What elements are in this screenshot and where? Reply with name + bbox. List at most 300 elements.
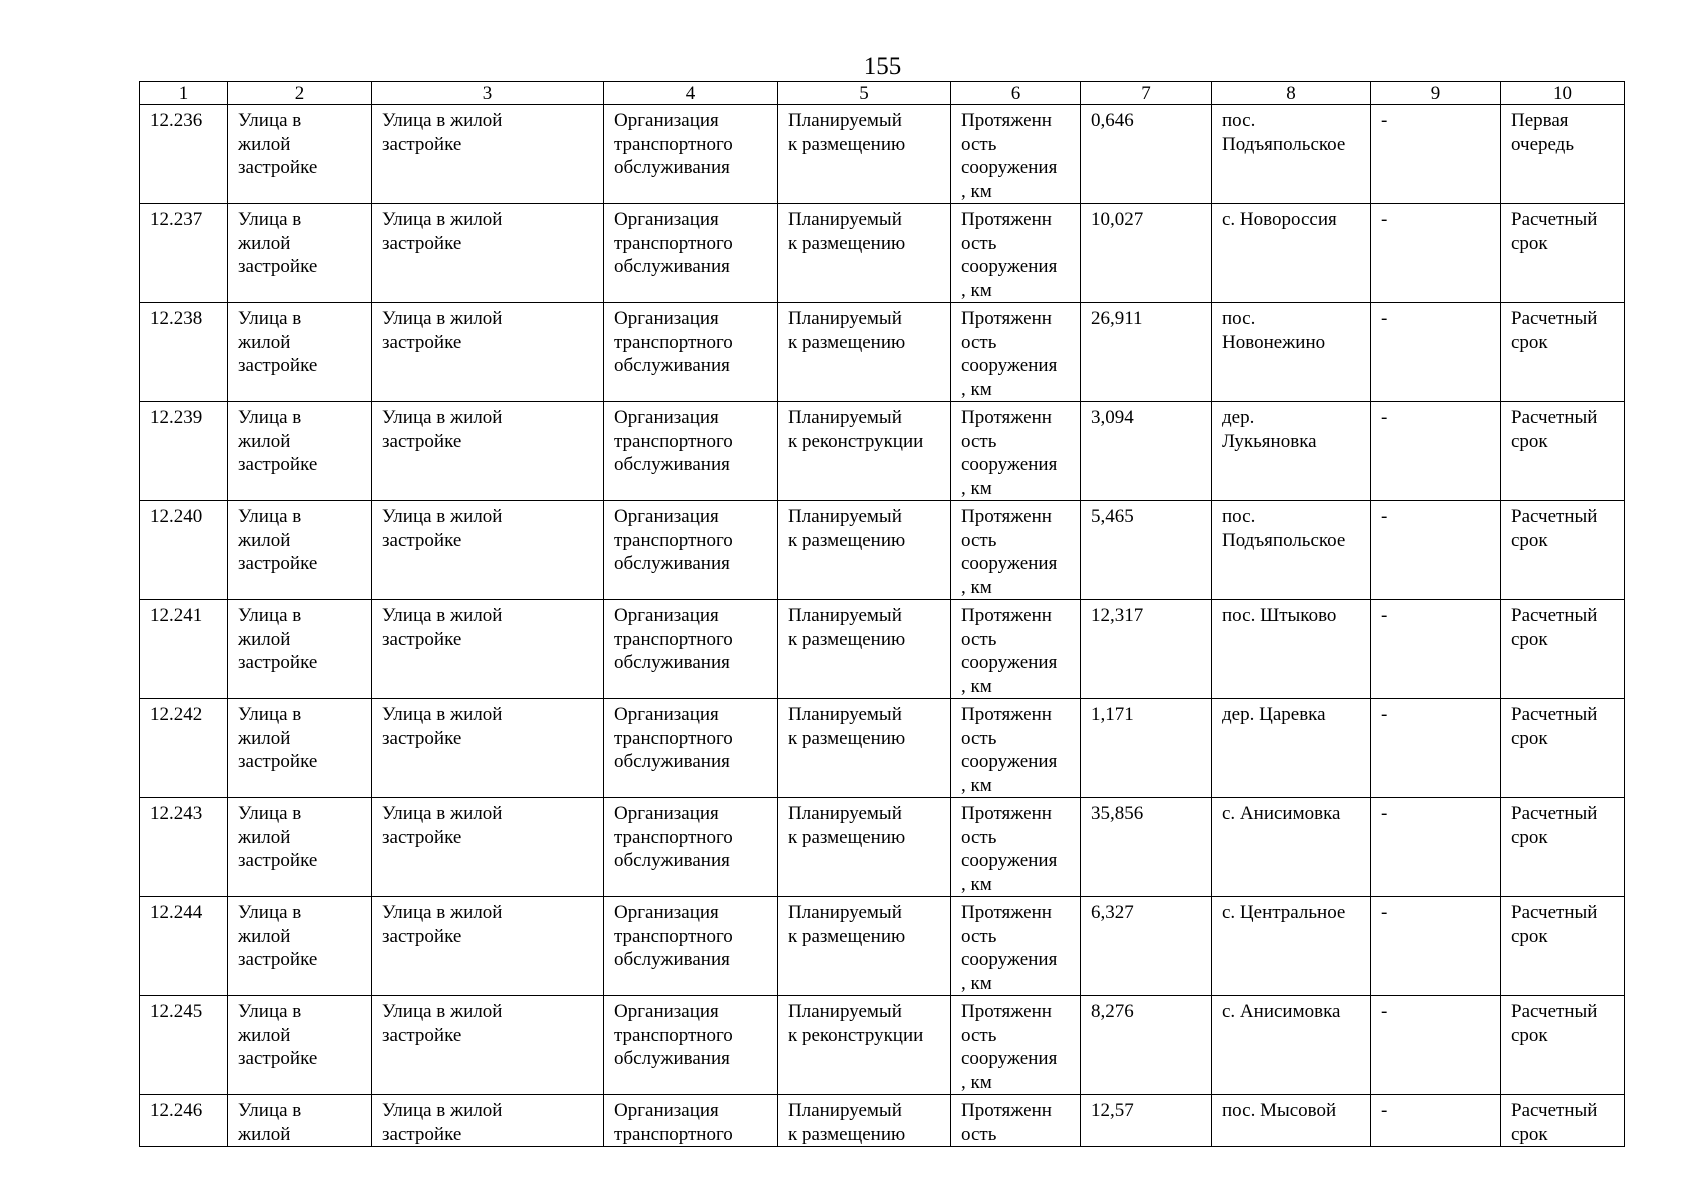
- cell-line: ость: [961, 1123, 997, 1145]
- cell-line: Расчетный: [1511, 605, 1598, 626]
- cell-line: Организация: [614, 605, 719, 626]
- cell-line: Улица в жилой: [382, 1001, 503, 1022]
- cell-text: 12.243: [150, 803, 203, 824]
- cell-purpose: [604, 996, 778, 1095]
- cell-line: Планируемый: [788, 209, 902, 230]
- cell-line: пос.: [1222, 110, 1256, 131]
- cell-purpose: [604, 105, 778, 204]
- cell-line: сооружения: [961, 949, 1058, 970]
- cell-zone: [1371, 105, 1501, 204]
- header-cell: 6: [951, 82, 1081, 105]
- cell-status: [778, 600, 951, 699]
- cell-zone: [1371, 600, 1501, 699]
- cell-value: [1081, 897, 1212, 996]
- cell-line: Улица в: [238, 110, 302, 131]
- cell-line: сооружения: [961, 751, 1058, 772]
- cell-line: Расчетный: [1511, 803, 1598, 824]
- cell-number: [140, 897, 228, 996]
- cell-line: сооружения: [961, 256, 1058, 277]
- cell-line: Расчетный: [1511, 308, 1598, 329]
- table-row: [140, 699, 1625, 798]
- cell-stage: [1501, 1095, 1625, 1147]
- cell-stage: [1501, 105, 1625, 204]
- cell-object-name: [228, 600, 372, 699]
- cell-line: транспортного: [614, 1024, 733, 1046]
- cell-line: с. Анисимовка: [1222, 803, 1341, 824]
- cell-line: с. Центральное: [1222, 902, 1346, 923]
- cell-text: 12.241: [150, 605, 203, 626]
- objects-table: [139, 81, 1625, 1147]
- cell-line: , км: [961, 675, 992, 697]
- cell-status: [778, 699, 951, 798]
- cell-text: 3,094: [1091, 407, 1134, 428]
- cell-line: Протяженн: [961, 407, 1052, 428]
- cell-text: 12.236: [150, 110, 203, 131]
- cell-line: Улица в жилой: [382, 308, 503, 329]
- cell-line: Улица в: [238, 1001, 302, 1022]
- cell-text: -: [1381, 803, 1388, 824]
- cell-object-type: [372, 1095, 604, 1147]
- cell-stage: [1501, 798, 1625, 897]
- cell-line: застройке: [382, 1024, 462, 1046]
- cell-value: [1081, 501, 1212, 600]
- cell-line: застройке: [382, 628, 462, 650]
- cell-line: Организация: [614, 407, 719, 428]
- cell-line: , км: [961, 774, 992, 796]
- header-cell: 5: [778, 82, 951, 105]
- cell-line: дер.: [1222, 407, 1255, 428]
- cell-value: [1081, 1095, 1212, 1147]
- cell-line: Улица в: [238, 803, 302, 824]
- cell-line: Организация: [614, 1100, 719, 1121]
- cell-line: жилой: [238, 331, 291, 353]
- cell-line: застройке: [238, 553, 318, 574]
- cell-object-type: [372, 897, 604, 996]
- cell-line: Протяженн: [961, 704, 1052, 725]
- cell-text: 35,856: [1091, 803, 1144, 824]
- header-cell: 7: [1081, 82, 1212, 105]
- cell-status: [778, 996, 951, 1095]
- cell-text: -: [1381, 605, 1388, 626]
- cell-line: Улица в жилой: [382, 803, 503, 824]
- cell-line: Расчетный: [1511, 1100, 1598, 1121]
- cell-number: [140, 600, 228, 699]
- cell-object-name: [228, 897, 372, 996]
- cell-line: к размещению: [788, 1123, 906, 1145]
- cell-text: 1,171: [1091, 704, 1134, 725]
- cell-line: к размещению: [788, 133, 906, 155]
- cell-status: [778, 897, 951, 996]
- cell-parameter: [951, 204, 1081, 303]
- cell-line: , км: [961, 1071, 992, 1093]
- cell-line: застройке: [238, 454, 318, 475]
- cell-purpose: [604, 1095, 778, 1147]
- cell-purpose: [604, 402, 778, 501]
- cell-object-type: [372, 600, 604, 699]
- cell-line: Новонежино: [1222, 331, 1326, 353]
- cell-zone: [1371, 303, 1501, 402]
- cell-line: Улица в жилой: [382, 605, 503, 626]
- header-cell: 2: [228, 82, 372, 105]
- cell-text: 12,317: [1091, 605, 1144, 626]
- cell-line: срок: [1511, 1123, 1548, 1145]
- cell-status: [778, 798, 951, 897]
- cell-line: к размещению: [788, 826, 906, 848]
- cell-text: 12.238: [150, 308, 203, 329]
- cell-line: срок: [1511, 430, 1548, 452]
- cell-line: ость: [961, 826, 997, 848]
- cell-line: жилой: [238, 628, 291, 650]
- header-cell: 9: [1371, 82, 1501, 105]
- table-row: [140, 798, 1625, 897]
- cell-line: Планируемый: [788, 506, 902, 527]
- cell-value: [1081, 402, 1212, 501]
- cell-status: [778, 402, 951, 501]
- cell-line: с. Анисимовка: [1222, 1001, 1341, 1022]
- table-row: [140, 303, 1625, 402]
- cell-object-name: [228, 402, 372, 501]
- cell-parameter: [951, 996, 1081, 1095]
- cell-line: сооружения: [961, 553, 1058, 574]
- cell-line: Улица в: [238, 902, 302, 923]
- cell-line: Улица в жилой: [382, 506, 503, 527]
- cell-line: Планируемый: [788, 704, 902, 725]
- cell-line: Протяженн: [961, 506, 1052, 527]
- cell-status: [778, 105, 951, 204]
- cell-line: срок: [1511, 529, 1548, 551]
- cell-zone: [1371, 996, 1501, 1095]
- cell-status: [778, 501, 951, 600]
- cell-line: жилой: [238, 925, 291, 947]
- cell-text: -: [1381, 506, 1388, 527]
- cell-stage: [1501, 501, 1625, 600]
- cell-line: застройке: [238, 751, 318, 772]
- cell-object-type: [372, 501, 604, 600]
- cell-line: транспортного: [614, 133, 733, 155]
- cell-line: Протяженн: [961, 1100, 1052, 1121]
- cell-line: Расчетный: [1511, 902, 1598, 923]
- cell-line: к размещению: [788, 727, 906, 749]
- cell-line: к размещению: [788, 331, 906, 353]
- cell-line: жилой: [238, 232, 291, 254]
- cell-number: [140, 1095, 228, 1147]
- cell-object-name: [228, 699, 372, 798]
- cell-line: Протяженн: [961, 1001, 1052, 1022]
- cell-stage: [1501, 204, 1625, 303]
- cell-parameter: [951, 600, 1081, 699]
- table-row: [140, 897, 1625, 996]
- cell-line: Расчетный: [1511, 704, 1598, 725]
- cell-stage: [1501, 699, 1625, 798]
- cell-location: [1212, 402, 1371, 501]
- cell-object-type: [372, 204, 604, 303]
- cell-line: срок: [1511, 1024, 1548, 1046]
- cell-location: [1212, 1095, 1371, 1147]
- cell-line: ость: [961, 331, 997, 353]
- cell-line: Улица в: [238, 1100, 302, 1121]
- cell-stage: [1501, 897, 1625, 996]
- table-row: [140, 204, 1625, 303]
- cell-line: транспортного: [614, 1123, 733, 1145]
- cell-value: [1081, 798, 1212, 897]
- header-cell: 4: [604, 82, 778, 105]
- cell-line: сооружения: [961, 157, 1058, 178]
- cell-line: срок: [1511, 826, 1548, 848]
- cell-line: транспортного: [614, 232, 733, 254]
- cell-line: сооружения: [961, 355, 1058, 376]
- cell-text: -: [1381, 704, 1388, 725]
- cell-line: Протяженн: [961, 308, 1052, 329]
- cell-line: , км: [961, 477, 992, 499]
- cell-line: дер. Царевка: [1222, 704, 1326, 725]
- cell-line: жилой: [238, 1024, 291, 1046]
- cell-line: срок: [1511, 232, 1548, 254]
- cell-text: 6,327: [1091, 902, 1134, 923]
- cell-status: [778, 1095, 951, 1147]
- cell-stage: [1501, 303, 1625, 402]
- cell-status: [778, 303, 951, 402]
- cell-line: , км: [961, 972, 992, 994]
- cell-text: -: [1381, 308, 1388, 329]
- cell-line: застройке: [382, 826, 462, 848]
- cell-zone: [1371, 501, 1501, 600]
- cell-line: транспортного: [614, 430, 733, 452]
- cell-purpose: [604, 699, 778, 798]
- cell-object-type: [372, 402, 604, 501]
- cell-purpose: [604, 798, 778, 897]
- cell-line: пос.: [1222, 506, 1256, 527]
- cell-stage: [1501, 996, 1625, 1095]
- cell-line: ость: [961, 529, 997, 551]
- cell-line: Улица в жилой: [382, 704, 503, 725]
- cell-line: Улица в жилой: [382, 407, 503, 428]
- cell-stage: [1501, 402, 1625, 501]
- cell-line: Организация: [614, 110, 719, 131]
- cell-object-type: [372, 303, 604, 402]
- cell-line: обслуживания: [614, 157, 730, 178]
- cell-number: [140, 303, 228, 402]
- cell-line: обслуживания: [614, 850, 730, 871]
- cell-line: , км: [961, 180, 992, 202]
- cell-parameter: [951, 501, 1081, 600]
- cell-line: Подъяпольское: [1222, 133, 1346, 155]
- cell-line: застройке: [238, 355, 318, 376]
- table-row: [140, 105, 1625, 204]
- cell-line: застройке: [382, 430, 462, 452]
- cell-object-name: [228, 798, 372, 897]
- cell-line: Организация: [614, 308, 719, 329]
- page-number: 155: [863, 53, 902, 80]
- cell-line: застройке: [238, 157, 318, 178]
- cell-location: [1212, 600, 1371, 699]
- cell-number: [140, 105, 228, 204]
- cell-line: обслуживания: [614, 949, 730, 970]
- cell-line: сооружения: [961, 454, 1058, 475]
- cell-line: Протяженн: [961, 110, 1052, 131]
- cell-parameter: [951, 798, 1081, 897]
- cell-text: 12.237: [150, 209, 203, 230]
- cell-object-name: [228, 204, 372, 303]
- cell-stage: [1501, 600, 1625, 699]
- cell-line: застройке: [382, 232, 462, 254]
- cell-line: жилой: [238, 1123, 291, 1145]
- cell-line: Планируемый: [788, 605, 902, 626]
- cell-line: сооружения: [961, 652, 1058, 673]
- cell-text: 12.244: [150, 902, 203, 923]
- cell-line: Организация: [614, 209, 719, 230]
- cell-line: жилой: [238, 529, 291, 551]
- cell-line: к размещению: [788, 925, 906, 947]
- cell-line: ость: [961, 232, 997, 254]
- cell-location: [1212, 204, 1371, 303]
- cell-number: [140, 204, 228, 303]
- cell-zone: [1371, 1095, 1501, 1147]
- header-cell: 1: [140, 82, 228, 105]
- cell-status: [778, 204, 951, 303]
- cell-line: пос. Мысовой: [1222, 1100, 1337, 1121]
- cell-object-name: [228, 1095, 372, 1147]
- cell-line: застройке: [382, 925, 462, 947]
- cell-line: Первая: [1511, 110, 1569, 131]
- cell-text: -: [1381, 1001, 1388, 1022]
- cell-number: [140, 996, 228, 1095]
- cell-text: 0,646: [1091, 110, 1134, 131]
- cell-text: 12.242: [150, 704, 203, 725]
- cell-line: транспортного: [614, 628, 733, 650]
- cell-line: обслуживания: [614, 256, 730, 277]
- cell-line: Улица в жилой: [382, 902, 503, 923]
- cell-text: 12.240: [150, 506, 203, 527]
- header-cell: 3: [372, 82, 604, 105]
- cell-value: [1081, 600, 1212, 699]
- cell-line: застройке: [382, 529, 462, 551]
- cell-text: -: [1381, 407, 1388, 428]
- cell-parameter: [951, 303, 1081, 402]
- cell-line: Протяженн: [961, 803, 1052, 824]
- cell-line: Улица в: [238, 308, 302, 329]
- cell-line: Улица в: [238, 704, 302, 725]
- cell-line: к реконструкции: [788, 1024, 924, 1046]
- cell-line: ость: [961, 925, 997, 947]
- cell-value: [1081, 204, 1212, 303]
- cell-line: транспортного: [614, 925, 733, 947]
- cell-text: 12.246: [150, 1100, 203, 1121]
- cell-line: застройке: [382, 1123, 462, 1145]
- cell-line: обслуживания: [614, 652, 730, 673]
- cell-line: Протяженн: [961, 902, 1052, 923]
- cell-number: [140, 402, 228, 501]
- cell-line: к размещению: [788, 232, 906, 254]
- cell-line: Улица в жилой: [382, 110, 503, 131]
- cell-line: срок: [1511, 628, 1548, 650]
- cell-location: [1212, 996, 1371, 1095]
- cell-line: Организация: [614, 704, 719, 725]
- cell-parameter: [951, 897, 1081, 996]
- header-cell: 8: [1212, 82, 1371, 105]
- cell-line: транспортного: [614, 826, 733, 848]
- cell-line: Расчетный: [1511, 1001, 1598, 1022]
- cell-purpose: [604, 897, 778, 996]
- cell-line: , км: [961, 576, 992, 598]
- header-row: [140, 82, 1625, 105]
- cell-object-type: [372, 798, 604, 897]
- cell-value: [1081, 303, 1212, 402]
- cell-line: обслуживания: [614, 553, 730, 574]
- cell-line: ость: [961, 727, 997, 749]
- cell-line: Протяженн: [961, 209, 1052, 230]
- cell-line: Улица в: [238, 506, 302, 527]
- cell-text: -: [1381, 902, 1388, 923]
- cell-line: Расчетный: [1511, 209, 1598, 230]
- cell-line: обслуживания: [614, 355, 730, 376]
- table-row: [140, 600, 1625, 699]
- cell-zone: [1371, 798, 1501, 897]
- cell-line: Планируемый: [788, 110, 902, 131]
- cell-line: ость: [961, 1024, 997, 1046]
- cell-purpose: [604, 303, 778, 402]
- cell-object-name: [228, 303, 372, 402]
- cell-text: 12,57: [1091, 1100, 1134, 1121]
- cell-line: застройке: [238, 652, 318, 673]
- cell-line: Лукьяновка: [1222, 430, 1317, 452]
- header-cell: 10: [1501, 82, 1625, 105]
- cell-line: Улица в жилой: [382, 209, 503, 230]
- cell-line: Планируемый: [788, 902, 902, 923]
- table-row: [140, 1095, 1625, 1147]
- cell-text: -: [1381, 1100, 1388, 1121]
- cell-purpose: [604, 501, 778, 600]
- cell-object-type: [372, 699, 604, 798]
- cell-line: к реконструкции: [788, 430, 924, 452]
- cell-line: Улица в: [238, 209, 302, 230]
- cell-line: Планируемый: [788, 1100, 902, 1121]
- cell-location: [1212, 699, 1371, 798]
- cell-line: застройке: [238, 949, 318, 970]
- cell-line: с. Новороссия: [1222, 209, 1337, 230]
- cell-line: застройке: [382, 727, 462, 749]
- cell-object-type: [372, 996, 604, 1095]
- cell-line: обслуживания: [614, 751, 730, 772]
- cell-zone: [1371, 699, 1501, 798]
- cell-line: обслуживания: [614, 1048, 730, 1069]
- cell-line: застройке: [238, 256, 318, 277]
- cell-line: застройке: [382, 331, 462, 353]
- cell-zone: [1371, 402, 1501, 501]
- cell-line: Организация: [614, 1001, 719, 1022]
- cell-line: Протяженн: [961, 605, 1052, 626]
- cell-text: 8,276: [1091, 1001, 1134, 1022]
- cell-line: ость: [961, 628, 997, 650]
- cell-line: пос.: [1222, 308, 1256, 329]
- cell-line: ость: [961, 133, 997, 155]
- cell-parameter: [951, 1095, 1081, 1147]
- cell-line: Планируемый: [788, 1001, 902, 1022]
- cell-line: Улица в: [238, 605, 302, 626]
- cell-zone: [1371, 897, 1501, 996]
- cell-text: 12.245: [150, 1001, 203, 1022]
- cell-value: [1081, 105, 1212, 204]
- cell-line: Улица в: [238, 407, 302, 428]
- cell-line: Организация: [614, 902, 719, 923]
- cell-line: Подъяпольское: [1222, 529, 1346, 551]
- table-row: [140, 501, 1625, 600]
- cell-value: [1081, 699, 1212, 798]
- cell-location: [1212, 501, 1371, 600]
- cell-text: 26,911: [1091, 308, 1143, 329]
- cell-line: срок: [1511, 925, 1548, 947]
- cell-purpose: [604, 600, 778, 699]
- cell-line: , км: [961, 378, 992, 400]
